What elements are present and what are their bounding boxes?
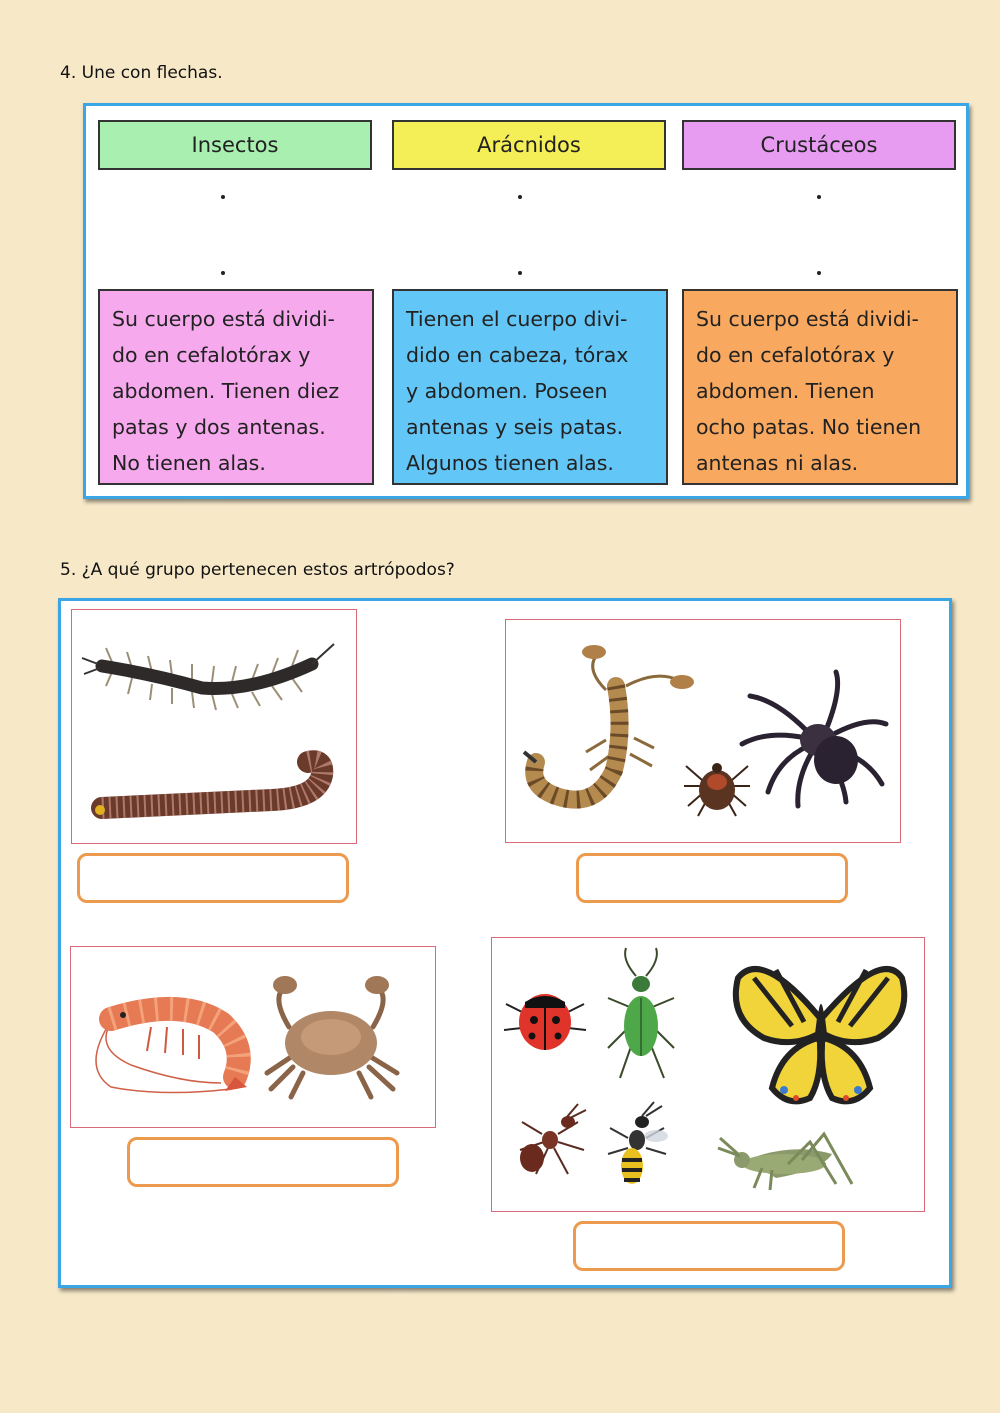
- ladybug-icon: [504, 994, 586, 1050]
- picture-group-2: [505, 619, 901, 843]
- description-line: Algunos tienen alas.: [406, 451, 614, 475]
- description-line: patas y dos antenas.: [112, 415, 326, 439]
- connector-dot-top-1[interactable]: [221, 195, 225, 199]
- description-box-3: [682, 289, 958, 485]
- description-box-2: [392, 289, 668, 485]
- scorpion-icon: [524, 645, 694, 800]
- connector-dot-top-3[interactable]: [817, 195, 821, 199]
- picture-group-4: [491, 937, 925, 1212]
- millipede-icon: [95, 761, 322, 815]
- description-line: y abdomen. Poseen: [406, 379, 608, 403]
- connector-dot-top-2[interactable]: [518, 195, 522, 199]
- description-line: Tienen el cuerpo divi-: [406, 307, 628, 331]
- description-line: Su cuerpo está dividi-: [696, 307, 919, 331]
- picture-group-1: [71, 609, 357, 844]
- description-line: antenas y seis patas.: [406, 415, 624, 439]
- description-line: Su cuerpo está dividi-: [112, 307, 335, 331]
- answer-box-3[interactable]: [127, 1137, 399, 1187]
- answer-box-2[interactable]: [576, 853, 848, 903]
- connector-dot-bottom-3[interactable]: [817, 271, 821, 275]
- spider-icon: [742, 672, 886, 806]
- connector-dot-bottom-1[interactable]: [221, 271, 225, 275]
- description-line: No tienen alas.: [112, 451, 266, 475]
- wasp-icon: [608, 1102, 668, 1184]
- description-line: antenas ni alas.: [696, 451, 859, 475]
- tick-icon: [684, 763, 750, 816]
- centipede-icon: [82, 644, 334, 710]
- grasshopper-icon: [718, 1134, 852, 1190]
- header-crustaceos: Crustáceos: [682, 120, 956, 170]
- header-insectos: Insectos: [98, 120, 372, 170]
- description-line: do en cefalotórax y: [112, 343, 311, 367]
- question-5-title: 5. ¿A qué grupo pertenecen estos artrópodos?: [60, 560, 455, 580]
- classification-panel: [58, 598, 952, 1288]
- description-line: abdomen. Tienen: [696, 379, 875, 403]
- answer-box-4[interactable]: [573, 1221, 845, 1271]
- butterfly-icon: [736, 969, 904, 1101]
- description-box-1: [98, 289, 374, 485]
- beetle-icon: [608, 948, 674, 1078]
- description-line: abdomen. Tienen diez: [112, 379, 340, 403]
- picture-group-3: [70, 946, 436, 1128]
- description-line: do en cefalotórax y: [696, 343, 895, 367]
- answer-box-1[interactable]: [77, 853, 349, 903]
- description-line: ocho patas. No tienen: [696, 415, 922, 439]
- connector-dot-bottom-2[interactable]: [518, 271, 522, 275]
- crab-icon: [267, 976, 397, 1097]
- question-4-title: 4. Une con flechas.: [60, 63, 223, 83]
- matching-panel: [83, 103, 969, 499]
- shrimp-icon: [96, 1009, 247, 1093]
- description-line: dido en cabeza, tórax: [406, 343, 629, 367]
- ant-icon: [520, 1104, 586, 1174]
- header-aracnidos: Arácnidos: [392, 120, 666, 170]
